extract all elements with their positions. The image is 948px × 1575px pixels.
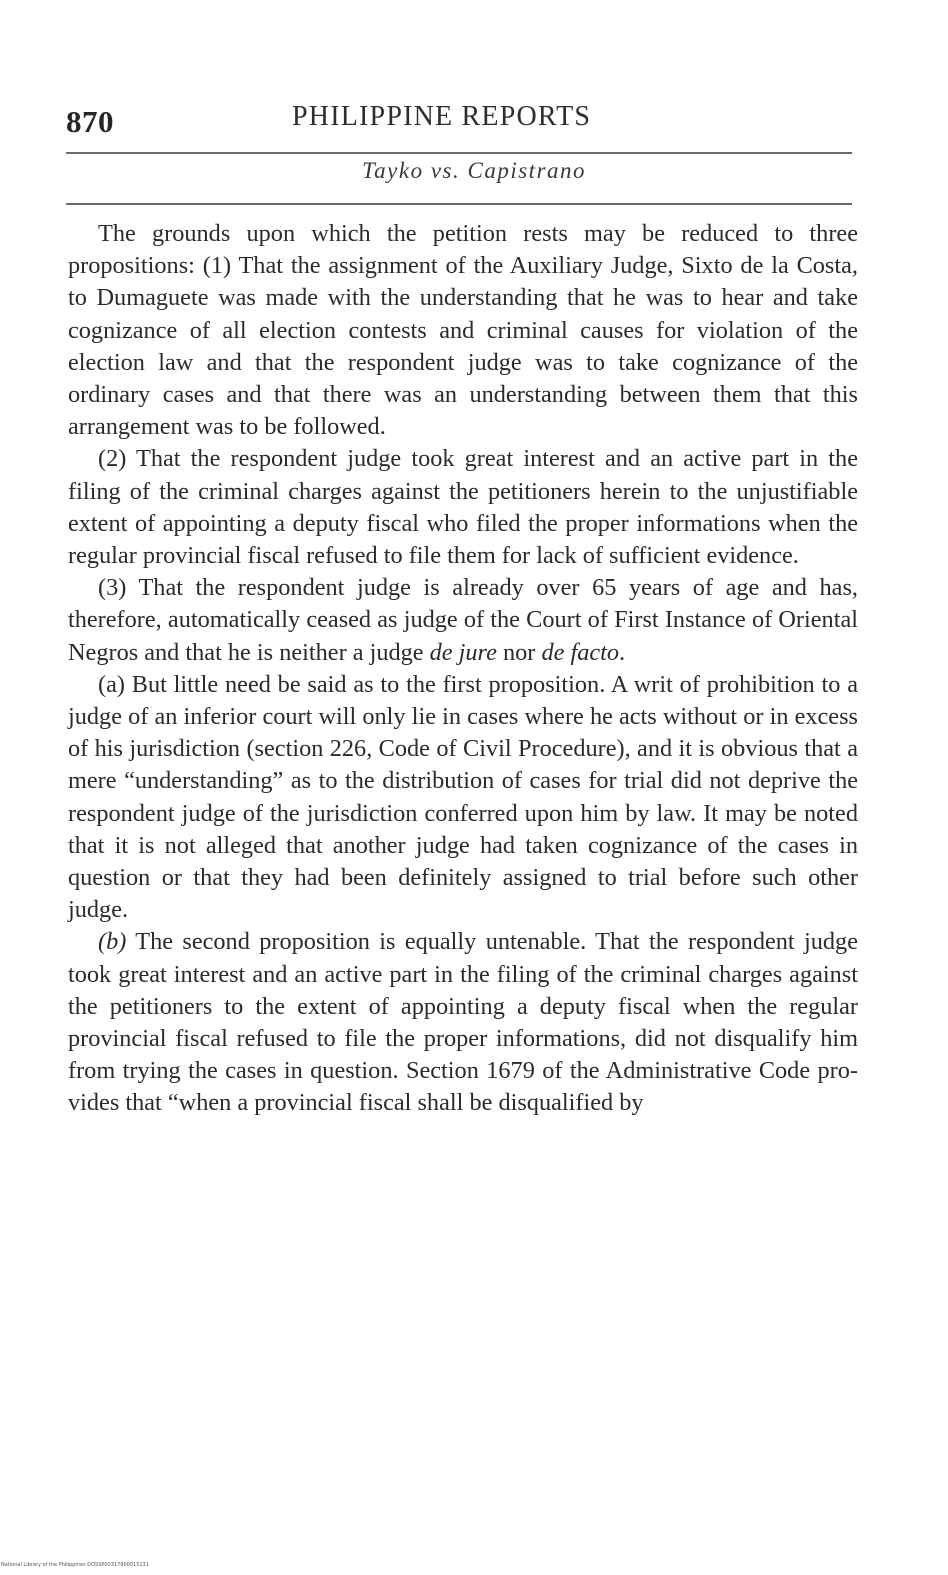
paragraph-a [68,669,858,927]
paragraph-a-text: But little need be said as to the first proposition. A writ of prohibition to a judge of an inferior court will only lie in cases where he acts without or in excess of his jurisdiction (section 226, Code of Civil Procedure), and it is obvious that a mere “understanding” as to the distribution of cases for trial did not deprive the respondent judge of the jurisdiction conferred upon him by law. It may be noted that it is not alleged that another judge had taken cognizance of the cases in question or that they had been definitely assigned to trial before such other judge. [68,670,858,924]
page-number: 870 [66,104,114,139]
paragraph-3-text: (3) That the respondent judge is already over 65 years of age and has, therefore, automatically ceased as judge of the Court of First Instance of Oriental Negros and that he is neither a judge [68,574,858,666]
header-rule-top [66,152,852,154]
paragraph-a-label: (a) [98,670,125,698]
body-text [68,218,858,1120]
term-de-jure: de jure [429,638,497,666]
case-title: Tayko vs. Capistrano [361,158,587,183]
paragraph-b-text: The second proposition is equally untenable. That the respondent judge took great interest and an active part in the filing of the criminal charges against the petitioners to the extent of appointing a deputy fiscal when the regular provincial fiscal refused to file the proper informations, did not disqualify him from trying the cases in question. Section 1679 of the Administrative Code provides that “when a provincial fiscal shall be disqualified by [68,928,858,1117]
paragraph-3-connector: nor [496,638,542,666]
paragraph-1: The grounds upon which the petition rests may be reduced to three propositions: (1) That the assignment of the Auxiliary Judge, Sixto de la Costa, to Dumaguete was made with the understanding that he was to hear and take cognizance of all election contests and criminal causes for violation of the election law and that the respondent judge was to take cognizance of the ordinary cases and that there was an understanding between them that this arrangement was to be followed. [68,220,858,441]
page-header [66,98,852,142]
paragraph-b-label: (b) [98,928,127,956]
paragraph-2: (2) That the respondent judge took great interest and an active part in the filing of the criminal charges against the petitioners herein to the unjustifiable extent of appointing a deputy fiscal who filed the proper informations when the regular provincial fiscal refused to file them for lack of sufficient evidence. [68,445,858,570]
running-title: PHILIPPINE REPORTS [292,101,592,132]
term-de-facto: de facto [541,638,620,666]
paragraph-b [68,926,858,1119]
paragraph-3-end: . [619,638,626,666]
paragraph-3 [68,572,858,669]
scan-credit: National Library of the Philippines DOSSP00317900015131 [1,1562,149,1568]
header-rule-bottom [66,203,852,205]
